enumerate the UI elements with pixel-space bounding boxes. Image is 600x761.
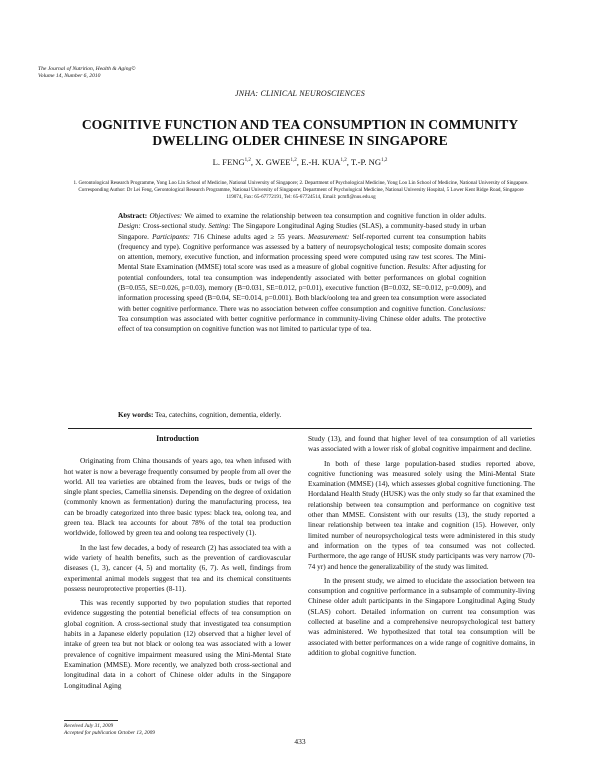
journal-name: The Journal of Nutrition, Health & Aging©	[38, 66, 136, 72]
author: E.-H. KUA$^{1,2}$	[301, 157, 347, 167]
setting-text: The Singapore Longitudinal Aging Studies (SLAS), a community-based study in urban Singapore.	[118, 222, 487, 241]
keywords-text: Tea, catechins, cognition, dementia, elderly.	[155, 411, 282, 419]
paragraph: In both of these large population-based studies reported above, cognitive functioning was measured solely using the Mini-Mental State Examination (MMSE) (14), which assesses global cognitive functioning. The Hordaland Health Study (HUSK) was the only study so far that examined the relationship between tea consumption and performance on cognitive test other than MMSE. Consistent with our results (13), the study reported a linear relationship between tea intake and cognition (15). However, only limited number of neuropsychological tests were administered in this study and information on the types of tea consumed was not collected. Furthermore, the age range of HUSK study participants was very narrow (70-74 yr) and hence the generalizability of the study was limited.	[308, 458, 535, 571]
author: L. FENG$^{1,2}$	[212, 157, 251, 167]
objectives-text: We aimed to examine the relationship between tea consumption and cognitive function in older adults.	[184, 212, 487, 220]
journal-header	[38, 66, 136, 80]
design-text: Cross-sectional study.	[142, 222, 207, 231]
measurement-label: Measurement:	[308, 232, 350, 241]
title-line-1: COGNITIVE FUNCTION AND TEA CONSUMPTION IN COMMUNITY	[81, 117, 519, 132]
measurement-text: Self-reported current tea consumption habits (frequency and type). Cognitive performance was assessed by a battery of neuropsychological tests; composite domain scores on attention, memory, executive function, and information processing speed were computed using raw test scores. The Mini-Mental State Examination (MMSE) total score was used as a measure of global cognitive function.	[118, 232, 487, 272]
participants-label: Participants:	[152, 232, 191, 241]
section-divider	[68, 428, 532, 429]
conclusions-text: Tea consumption was associated with better cognitive performance in community-living Chinese older adults. The protective effect of tea consumption on cognitive function was not limited to particular type of tea.	[118, 314, 486, 334]
design-label: Design:	[118, 222, 141, 231]
keywords	[118, 411, 486, 419]
conclusions-label: Conclusions:	[448, 304, 487, 313]
results-text: After adjusting for potential confounders, total tea consumption was independently associated with better performances on global cognition (B=0.055, SE=0.026, p=0.03), memory (B=0.031, SE=0.012, p=0.01), executive function (B=0.032, SE=0.012, p=0.009), and information processing speed (B=0.04, SE=0.014, p=0.001). Both black/oolong tea and green tea consumption were associated with better cognitive performance. There was no association between coffee consumption and cognitive function.	[118, 263, 487, 313]
paragraph: In the present study, we aimed to elucidate the association between tea consumption and cognitive performance in a subsample of community-living Chinese older adult participants in the Singapore Longitudinal Aging Study (SLAS) cohort. Detailed information on current tea consumption was collected at baseline and a comprehensive neuropsychological test battery was administered. We hypothesized that total tea consumption will be associated with better performances on a wide range of cognitive domains, in addition to global cognitive function.	[308, 575, 535, 657]
author: X. GWEE$^{1,2}$	[255, 157, 297, 167]
paragraph: Originating from China thousands of years ago, tea when infused with hot water is now a beverage frequently consumed by people from all over the world. All tea varieties are obtained from the leaves, buds or twigs of the single plant species, Camellia sinensis. Depending on the degree of oxidation (commonly known as fermentation) during the manufacturing process, tea can be broadly categorized into three basic types: black tea, oolong tea, and green tea. Black tea accounts for about 78% of the total tea production worldwide, followed by green tea and oolong tea respectively (1).	[64, 456, 291, 538]
publication-dates	[64, 723, 155, 737]
accepted-date: Accepted for publication October 13, 2009	[64, 730, 155, 736]
paragraph: In the last few decades, a body of research (2) has associated tea with a wide variety of health benefits, such as the prevention of cardiovascular diseases (1, 3), cancer (4, 5) and mortality (6, 7). As well, findings from experimental animal models suggest that tea and its chemical constituents possess neuroprotective properties (8-11).	[64, 542, 291, 593]
setting-label: Setting:	[208, 222, 231, 231]
journal-volume: Volume 14, Number 6, 2010	[38, 73, 101, 79]
paragraph: This was recently supported by two population studies that reported evidence suggesting the potential beneficial effects of tea consumption on global cognition. A cross-sectional study that investigated tea consumption habits in a Japanese elderly population (12) observed that a higher level of intake of green tea but not black or oolong tea was associated with a lower prevalence of cognitive impairment measured using the Mini-Mental State Examination (MMSE). More recently, we analyzed both cross-sectional and longitudinal data in a cohort of Chinese older adults in the Singapore Longitudinal Aging	[64, 598, 291, 690]
author-list: L. FENG$^{1,2}$, X. GWEE$^{1,2}$, E.-H. KUA$^{1,2}$, T.-P. NG$^{1,2}$	[212, 157, 388, 167]
page-number: 433	[294, 737, 306, 746]
footnote-divider	[64, 720, 118, 721]
keywords-label: Key words:	[118, 411, 154, 419]
abstract-label: Abstract:	[118, 212, 148, 220]
results-label: Results:	[407, 263, 431, 272]
abstract	[118, 211, 486, 335]
participants-text: 716 Chinese adults aged ≥ 55 years.	[193, 232, 305, 241]
article-title	[60, 117, 540, 149]
author: T.-P. NG$^{1,2}$	[350, 157, 388, 167]
affiliations: 1. Gerontological Research Programme, Yong Loo Lin School of Medicine, National University of Singapore; 2. Department of Psychological Medicine, Yong Loo Lin School of Medicine, National University of Singapore. Corresponding Author: Dr Lei Feng, Gerontological Research Programme, National University of Singapore; Department of Psychological Medicine, National University Hospital, 5 Lower Kent Ridge Road, Singapore 119074, Fax: 65-67772191, Tel: 65-67724514, Email: pcmfl@nus.edu.sg	[73, 180, 529, 200]
left-column	[64, 434, 291, 691]
objectives-label: Objectives:	[149, 212, 183, 220]
paragraph: Study (13), and found that higher level of tea consumption of all varieties was associated with a lower risk of global cognitive impairment and decline.	[308, 434, 535, 454]
received-date: Received July 31, 2009	[64, 723, 114, 729]
title-line-2: DWELLING OLDER CHINESE IN SINGAPORE	[152, 133, 448, 148]
introduction-heading: Introduction	[156, 434, 199, 443]
right-column	[308, 434, 535, 658]
section-label: JNHA: CLINICAL NEUROSCIENCES	[235, 89, 365, 98]
